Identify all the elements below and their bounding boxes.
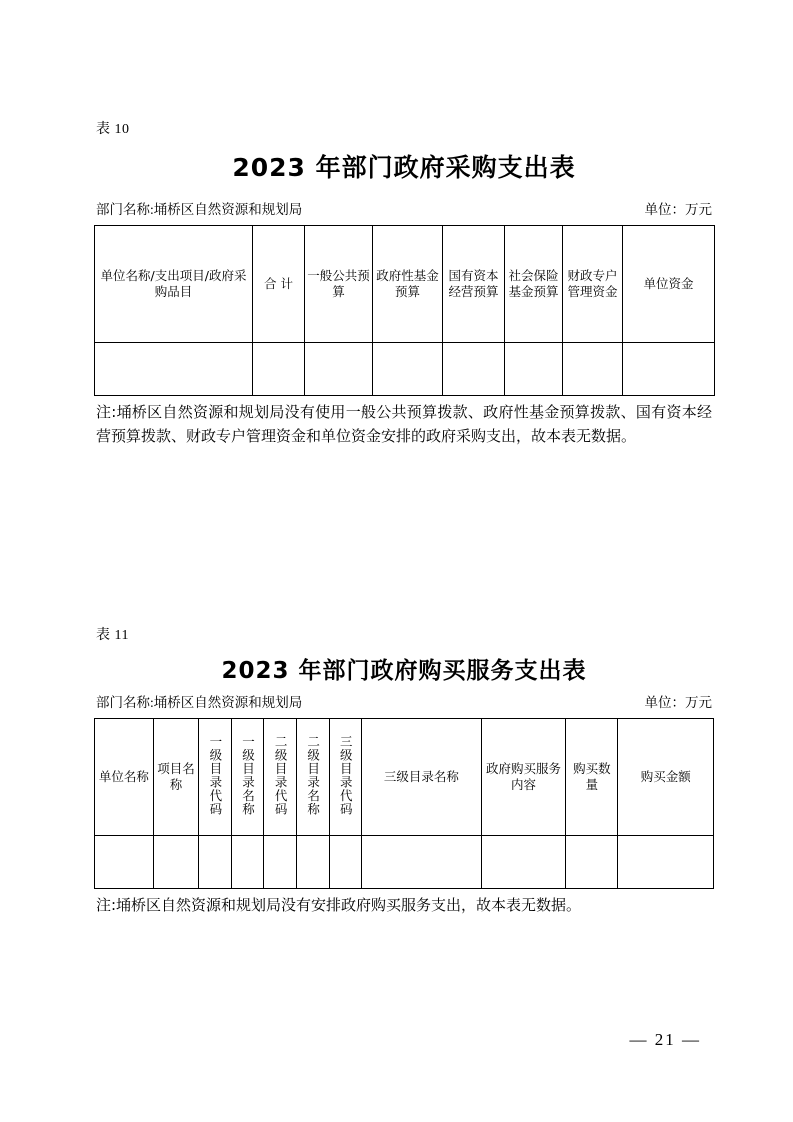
table10-cell xyxy=(373,343,443,396)
table11-cell xyxy=(264,836,297,889)
table10-note: 注:埇桥区自然资源和规划局没有使用一般公共预算拨款、政府性基金预算拨款、国有资本经营预算拨款、财政专户管理资金和单位资金安排的政府采购支出，故本表无数据。 xyxy=(96,403,712,445)
table11-cell xyxy=(362,836,481,889)
table10-meta xyxy=(96,198,712,218)
table11-cell xyxy=(618,836,714,889)
table11-dept-label: 部门名称: xyxy=(96,695,154,710)
table11-dept xyxy=(96,691,302,711)
table10-unit: 单位：万元 xyxy=(644,202,712,217)
table11-cell xyxy=(153,836,199,889)
table11-cell xyxy=(329,836,362,889)
table10-header-cell: 一般公共预算 xyxy=(305,226,373,343)
page-content xyxy=(94,118,714,917)
table11-meta xyxy=(96,691,712,711)
table11-header-cell xyxy=(199,719,232,836)
page-number: — 21 — xyxy=(629,1030,701,1049)
table10-cell xyxy=(505,343,563,396)
table10-label: 表 10 xyxy=(96,122,130,137)
table10-header-cell: 国有资本经营预算 xyxy=(443,226,505,343)
table11-header-cell: 项目名称 xyxy=(153,719,199,836)
table11-cell xyxy=(199,836,232,889)
table11-header-cell xyxy=(264,719,297,836)
table11-cell xyxy=(566,836,618,889)
table11-dept-name: 埇桥区自然资源和规划局 xyxy=(153,695,303,710)
table10-block xyxy=(94,118,714,448)
table10-dept-name: 埇桥区自然资源和规划局 xyxy=(153,202,303,217)
table11-label: 表 11 xyxy=(96,628,129,643)
table10-header-cell: 政府性基金预算 xyxy=(373,226,443,343)
table11-header-cell xyxy=(296,719,329,836)
table11-header-cell: 购买金额 xyxy=(618,719,714,836)
table-row xyxy=(95,836,714,889)
table11-header-cell: 购买数量 xyxy=(566,719,618,836)
table10-cell xyxy=(563,343,623,396)
table10-dept-label: 部门名称: xyxy=(96,202,154,217)
table-row xyxy=(95,343,715,396)
table11-header-cell: 三级目录名称 xyxy=(362,719,481,836)
table11-header-cell: 政府购买服务内容 xyxy=(481,719,566,836)
table11-unit: 单位：万元 xyxy=(644,695,712,710)
table10-cell xyxy=(443,343,505,396)
table11-header-text: 一级目录名称 xyxy=(240,734,256,816)
table11-block xyxy=(94,624,714,917)
table11-cell xyxy=(481,836,566,889)
table10-header-cell: 合 计 xyxy=(253,226,305,343)
table11-header-text: 二级目录名称 xyxy=(305,734,321,816)
table10-cell xyxy=(623,343,715,396)
table10-header-row xyxy=(95,226,715,343)
table10-header-cell: 财政专户管理资金 xyxy=(563,226,623,343)
table10-cell xyxy=(305,343,373,396)
table11-header-text: 二级目录代码 xyxy=(273,734,289,816)
table10-cell xyxy=(253,343,305,396)
table11-header-cell: 单位名称 xyxy=(95,719,154,836)
table11-header-cell xyxy=(329,719,362,836)
table11-header-text: 三级目录代码 xyxy=(338,734,354,816)
table11-note: 注:埇桥区自然资源和规划局没有安排政府购买服务支出，故本表无数据。 xyxy=(96,896,582,914)
table11-header-text: 一级目录代码 xyxy=(207,734,223,816)
table10-dept xyxy=(96,198,302,218)
table10-header-cell: 单位资金 xyxy=(623,226,715,343)
table11-cell xyxy=(231,836,264,889)
table10-grid xyxy=(94,225,715,396)
table11-header-row xyxy=(95,719,714,836)
table11-cell xyxy=(95,836,154,889)
table11-grid xyxy=(94,718,714,889)
table10-cell xyxy=(95,343,253,396)
table10-header-cell: 单位名称/支出项目/政府采购品目 xyxy=(95,226,253,343)
table11-title: 2023 年部门政府购买服务支出表 xyxy=(221,658,587,684)
table10-header-cell: 社会保险基金预算 xyxy=(505,226,563,343)
table10-title: 2023 年部门政府采购支出表 xyxy=(232,153,576,182)
table11-cell xyxy=(296,836,329,889)
table11-header-cell xyxy=(231,719,264,836)
